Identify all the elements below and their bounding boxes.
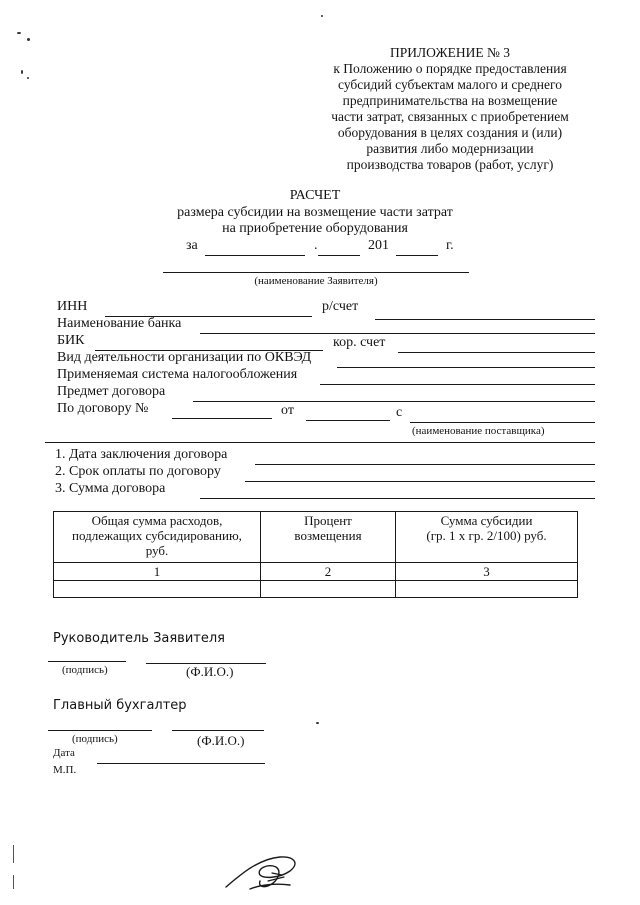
- signature-date-field[interactable]: [97, 763, 265, 764]
- supplier-caption: (наименование поставщика): [412, 425, 545, 437]
- date-label: Дата: [53, 747, 75, 759]
- appendix-line: предпринимательства на возмещение: [342, 93, 558, 108]
- corr-account-label: кор. счет: [333, 335, 386, 350]
- contract-from-label: от: [281, 403, 294, 418]
- bank-label: Наименование банка: [57, 316, 182, 331]
- table-cell[interactable]: [54, 581, 261, 598]
- scan-speck: [27, 77, 29, 79]
- appendix-line: производства товаров (работ, услуг): [346, 157, 554, 172]
- table-row: [54, 581, 578, 598]
- scan-speck: [316, 722, 319, 724]
- date-year-prefix: 201: [368, 238, 389, 253]
- signature-caption: (подпись): [72, 733, 118, 745]
- section-divider: [45, 442, 595, 443]
- column-number: 1: [54, 563, 261, 581]
- accountant-name-field[interactable]: [172, 730, 264, 731]
- date-separator: .: [314, 238, 318, 253]
- date-day-month-field[interactable]: [205, 255, 305, 256]
- payment-term-item: 2. Срок оплаты по договору: [55, 464, 221, 479]
- subsidy-calculation-table: [53, 511, 578, 598]
- applicant-caption: (наименование Заявителя): [254, 275, 378, 287]
- date-year-field[interactable]: [396, 255, 438, 256]
- document-title: РАСЧЕТ: [289, 188, 341, 203]
- document-subtitle: на приобретение оборудования: [222, 221, 408, 236]
- head-signature-label: Руководитель Заявителя: [53, 631, 225, 646]
- column-number: 3: [396, 563, 578, 581]
- scan-speck: [27, 38, 30, 41]
- table-cell[interactable]: [261, 581, 396, 598]
- supplier-name-field[interactable]: [410, 422, 595, 423]
- bik-label: БИК: [57, 333, 85, 348]
- scan-speck: [21, 70, 23, 74]
- scan-speck: [321, 15, 323, 17]
- appendix-title: ПРИЛОЖЕНИЕ № 3: [389, 45, 511, 60]
- appendix-line: к Положению о порядке предоставления: [333, 61, 567, 76]
- appendix-block: [300, 45, 600, 173]
- tax-system-field[interactable]: [320, 384, 595, 385]
- contract-sum-field[interactable]: [200, 498, 595, 499]
- account-label: р/счет: [322, 299, 359, 314]
- contract-conclusion-date-field[interactable]: [255, 464, 595, 465]
- table-row: [54, 563, 578, 581]
- appendix-line: субсидий субъектам малого и среднего: [338, 77, 562, 92]
- okved-field[interactable]: [337, 367, 595, 368]
- table-header-row: [54, 512, 578, 563]
- name-caption: (Ф.И.О.): [197, 733, 245, 748]
- appendix-line: оборудования в целях создания и (или): [337, 125, 563, 140]
- accountant-signature-label: Главный бухгалтер: [53, 698, 187, 713]
- scan-speck: [17, 32, 21, 34]
- contract-subject-field[interactable]: [193, 401, 595, 402]
- document-subtitle: размера субсидии на возмещение части затрат: [177, 205, 453, 220]
- contract-with-label: с: [396, 405, 403, 420]
- applicant-name-field[interactable]: [163, 272, 469, 273]
- inn-label: ИНН: [57, 299, 88, 314]
- contract-number-label: По договору №: [57, 401, 149, 416]
- contract-sum-item: 3. Сумма договора: [55, 481, 166, 496]
- contract-date-item: 1. Дата заключения договора: [55, 447, 228, 462]
- signature-caption: (подпись): [62, 664, 108, 676]
- date-suffix: г.: [446, 238, 454, 253]
- margin-mark: [13, 845, 14, 863]
- margin-mark: [13, 875, 14, 889]
- header-reimbursement-percent: Процент возмещения: [261, 512, 396, 563]
- date-month-field[interactable]: [318, 255, 360, 256]
- head-signature-field[interactable]: [48, 661, 126, 662]
- okved-label: Вид деятельности организации по ОКВЭД: [57, 350, 312, 365]
- date-prefix: за: [186, 238, 198, 253]
- appendix-line: части затрат, связанных с приобретением: [331, 109, 569, 124]
- header-total-expenses: Общая сумма расходов, подлежащих субсидированию, руб.: [54, 512, 261, 563]
- contract-date-field[interactable]: [306, 420, 390, 421]
- appendix-line: развития либо модернизации: [366, 141, 534, 156]
- handwritten-signature: [220, 845, 310, 895]
- column-number: 2: [261, 563, 396, 581]
- corr-account-field[interactable]: [398, 352, 595, 353]
- accountant-signature-field[interactable]: [48, 730, 152, 731]
- contract-number-field[interactable]: [172, 418, 272, 419]
- payment-term-field[interactable]: [245, 481, 595, 482]
- name-caption: (Ф.И.О.): [186, 664, 234, 679]
- seal-label: М.П.: [53, 764, 77, 776]
- account-field[interactable]: [375, 319, 595, 320]
- tax-system-label: Применяемая система налогообложения: [57, 367, 298, 382]
- bank-field[interactable]: [200, 333, 595, 334]
- table-cell[interactable]: [396, 581, 578, 598]
- header-subsidy-amount: Сумма субсидии (гр. 1 х гр. 2/100) руб.: [396, 512, 578, 563]
- contract-subject-label: Предмет договора: [57, 384, 166, 399]
